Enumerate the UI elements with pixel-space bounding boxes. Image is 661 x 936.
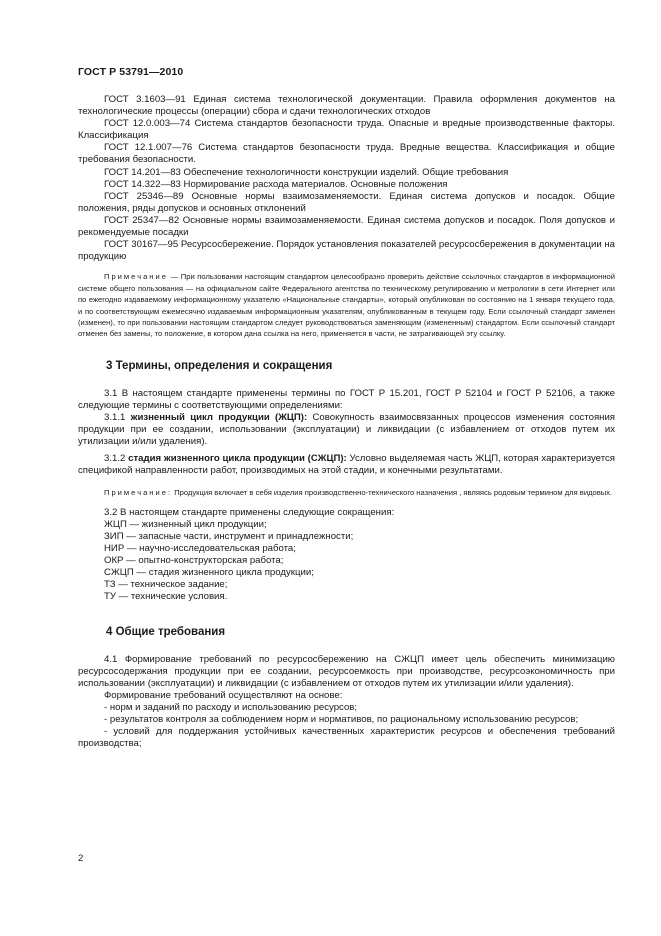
abbreviation-list bbox=[78, 519, 615, 604]
note-text: Продукция включает в себя изделия производственно-технического назначения , являясь родовым термином для видовых. bbox=[172, 488, 613, 498]
term-definition: Совокупность взаимосвязанных процессов изменения состояния продукции при ее создании, использовании (эксплуатации) и ликвидации (с избавлением от отходов путем их утилизации и/или удаления). bbox=[78, 411, 615, 448]
reference-item: ГОСТ 30167—95 Ресурсосбережение. Порядок установления показателей ресурсосбережения в документации на продукцию bbox=[78, 239, 616, 263]
paragraph-basis: Формирование требований осуществляют на основе: bbox=[104, 689, 343, 701]
term-number: 3.1.2 bbox=[104, 453, 129, 465]
note-term bbox=[78, 487, 615, 498]
abbreviation-item: СЖЦП — стадия жизненного цикла продукции; bbox=[104, 567, 314, 579]
term-definition: Условно выделяемая часть ЖЦП, которая характеризуется спецификой направленности работ, производимых на этой стадии, и конечными результатами. bbox=[78, 453, 615, 477]
reference-item: ГОСТ 3.1603—91 Единая система технологической документации. Правила оформления документов на технологические процессы (операции) сбора и сдачи технологических отходов bbox=[78, 94, 615, 118]
reference-item: ГОСТ 12.1.007—76 Система стандартов безопасности труда. Вредные вещества. Классификация и общие требования безопасности. bbox=[78, 142, 615, 166]
reference-item: ГОСТ 12.0.003—74 Система стандартов безопасности труда. Опасные и вредные производственные факторы. Классификация bbox=[78, 118, 615, 142]
reference-item: ГОСТ 25347—82 Основные нормы взаимозаменяемости. Единая система допусков и посадок. Поля допусков и рекомендуемые посадки bbox=[78, 214, 615, 239]
page-content bbox=[78, 94, 615, 750]
abbreviation-item: ТЗ — техническое задание; bbox=[104, 579, 228, 591]
abbreviation-item: ЗИП — запасные части, инструмент и принадлежности; bbox=[104, 531, 354, 542]
reference-list bbox=[78, 94, 615, 263]
paragraph-3-2: 3.2 В настоящем стандарте применены следующие сокращения: bbox=[104, 506, 395, 518]
note-text: — При пользовании настоящим стандартом целесообразно проверить действие ссылочных стандартов в информационной системе общего пользования — на официальном сайте Федерального агентства по техническому регулированию и метрологии в сети Интернет или по ежегодно издаваемому информационному указателю «Национальные стандарты», который опубликован по состоянию на 1 января текущего года, и по соответствующим ежемесячно издаваемым информационным указателям, опубликованным в текущем году. Если ссылочный стандарт заменен (изменен), то при пользовании настоящим стандартом следует руководствоваться заменяющим (измененным) стандартом. Если ссылочный стандарт отменен без замены, то положение, в котором дана ссылка на него, применяется в части, не затрагивающей эту ссылку. bbox=[78, 272, 615, 339]
reference-item: ГОСТ 14.201—83 Обеспечение технологичности конструкции изделий. Общие требования bbox=[104, 166, 509, 178]
page-number: 2 bbox=[78, 853, 84, 864]
section-4-title: 4 Общие требования bbox=[106, 625, 226, 638]
term-3-1-2 bbox=[78, 453, 615, 477]
note-references bbox=[78, 271, 615, 339]
paragraph-3-1: 3.1 В настоящем стандарте применены термины по ГОСТ Р 15.201, ГОСТ Р 52104 и ГОСТ Р 52106, а также следующие термины с соответствующими определениями: bbox=[78, 387, 615, 411]
section-3-title: 3 Термины, определения и сокращения bbox=[106, 359, 333, 372]
abbreviation-item: НИР — научно-исследовательская работа; bbox=[104, 543, 296, 555]
document-header: ГОСТ Р 53791—2010 bbox=[78, 66, 184, 78]
abbreviation-item: ЖЦП — жизненный цикл продукции; bbox=[104, 518, 267, 530]
reference-item: ГОСТ 14.322—83 Нормирование расхода материалов. Основные положения bbox=[104, 178, 448, 190]
note-label: Примечание bbox=[104, 272, 168, 282]
reference-item: ГОСТ 25346—89 Основные нормы взаимозаменяемости. Единая система допусков и посадок. Общие положения, ряды допусков и основных отклонений bbox=[78, 190, 615, 214]
list-item: - результатов контроля за соблюдением норм и нормативов, по рациональному использованию ресурсов; bbox=[104, 714, 579, 726]
term-name: стадия жизненного цикла продукции (СЖЦП): bbox=[128, 453, 347, 465]
list-item: - условий для поддержания устойчивых качественных характеристик ресурсов и обеспечения требований производства; bbox=[78, 726, 615, 750]
list-item: - норм и заданий по расходу и использованию ресурсов; bbox=[104, 701, 358, 713]
note-label: Примечание: bbox=[104, 488, 173, 498]
requirements-list bbox=[78, 702, 615, 750]
abbreviation-item: ТУ — технические условия. bbox=[104, 591, 228, 603]
paragraph-4-1: 4.1 Формирование требований по ресурсосбережению на СЖЦП имеет цель обеспечить минимизацию ресурсосодержания продукции при ее создании, ресурсоемкость при производстве, ресурсоэкономичность при использовании (эксплуатации) и ликвидации (с избавлением от отходов путем их утилизации и/или удаления). bbox=[78, 653, 615, 689]
abbreviation-item: ОКР — опытно-конструкторская работа; bbox=[104, 555, 284, 567]
term-3-1-1 bbox=[78, 412, 615, 448]
term-name: жизненный цикл продукции (ЖЦП): bbox=[130, 411, 308, 423]
term-number: 3.1.1 bbox=[104, 411, 131, 423]
